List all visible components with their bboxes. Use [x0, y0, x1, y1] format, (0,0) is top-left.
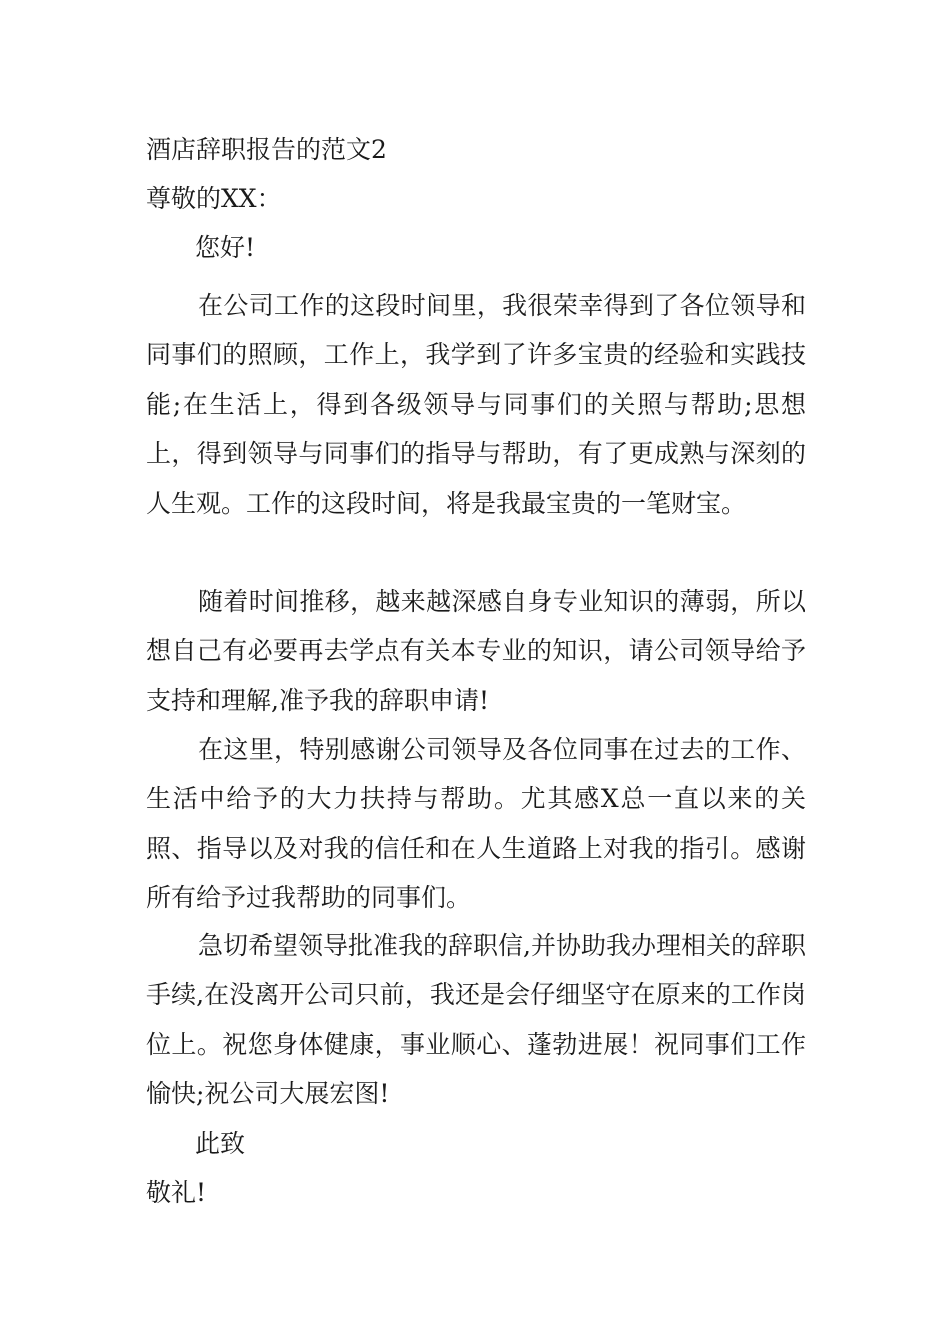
body-paragraph-2: 随着时间推移，越来越深感自身专业知识的薄弱，所以想自己有必要再去学点有关本专业的知识，请公司领导给予支持和理解,准予我的辞职申请! — [146, 587, 806, 715]
salutation: 尊敬的XX： — [146, 184, 282, 213]
body-paragraph-1: 在公司工作的这段时间里，我很荣幸得到了各位领导和同事们的照顾，工作上，我学到了许多宝贵的经验和实践技能;在生活上，得到各级领导与同事们的关照与帮助;思想上，得到领导与同事们的指导与帮助，有了更成熟与深刻的人生观。工作的这段时间，将是我最宝贵的一笔财宝。 — [146, 291, 806, 518]
greeting: 您好! — [195, 233, 256, 262]
closing: 此致 — [195, 1129, 246, 1158]
body-paragraph-3: 在这里，特别感谢公司领导及各位同事在过去的工作、生活中给予的大力扶持与帮助。尤其感X总一直以来的关照、指导以及对我的信任和在人生道路上对我的指引。感谢所有给予过我帮助的同事们。 — [146, 735, 806, 913]
regards: 敬礼! — [146, 1178, 207, 1207]
body-paragraph-4: 急切希望领导批准我的辞职信,并协助我办理相关的辞职手续,在没离开公司只前，我还是会仔细坚守在原来的工作岗位上。祝您身体健康，事业顺心、蓬勃进展！祝同事们工作愉快;祝公司大展宏图! — [146, 931, 806, 1109]
document-title: 酒店辞职报告的范文2 — [146, 135, 387, 164]
